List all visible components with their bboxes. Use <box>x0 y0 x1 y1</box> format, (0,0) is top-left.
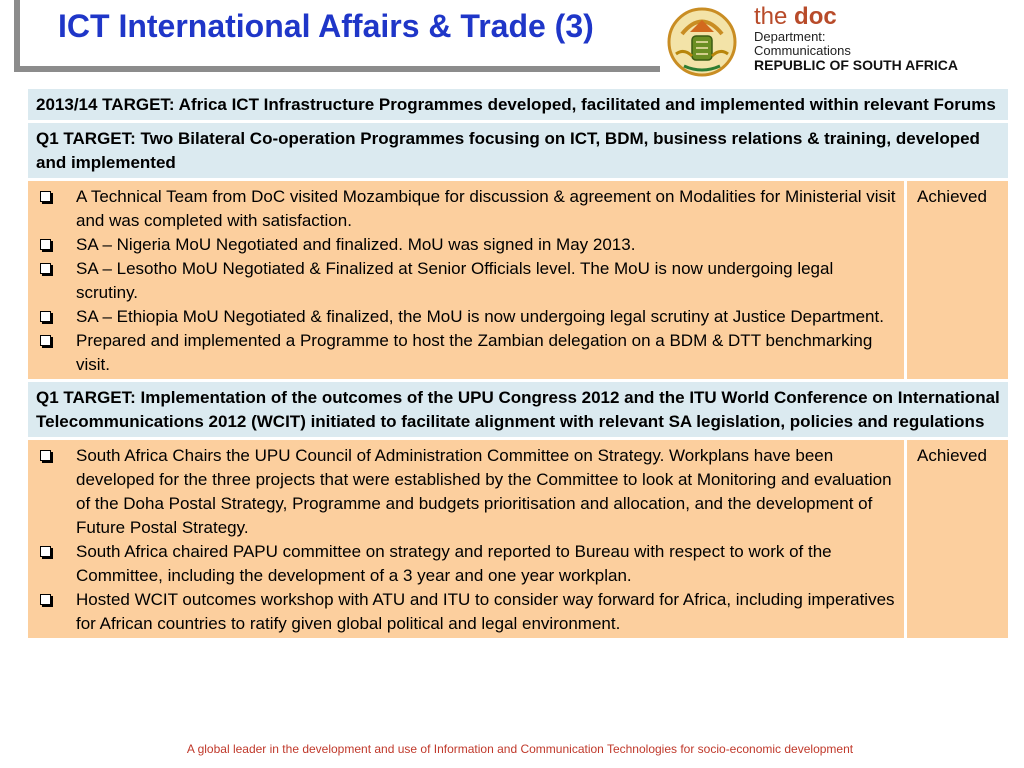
list-item <box>34 588 898 636</box>
q1-target-a-cell: Q1 TARGET: Two Bilateral Co-operation Programmes focusing on ICT, BDM, business relations & training, developed and implemented <box>27 122 1010 180</box>
q1-target-b-row <box>27 381 1010 439</box>
list-item <box>34 444 898 540</box>
status-b-cell: Achieved <box>906 439 1010 640</box>
status-a-cell: Achieved <box>906 180 1010 381</box>
brand-country: REPUBLIC OF SOUTH AFRICA <box>754 57 959 73</box>
list-item <box>34 305 898 329</box>
brand-the: the <box>754 3 788 30</box>
department-branding <box>754 4 958 72</box>
list-item-text: SA – Nigeria MoU Negotiated and finalized. MoU was signed in May 2013. <box>76 235 636 254</box>
list-item <box>34 329 898 377</box>
checkbox-bullet-icon <box>40 594 51 605</box>
annual-target-cell: 2013/14 TARGET: Africa ICT Infrastructure Programmes developed, facilitated and implemented within relevant Forums <box>27 88 1010 122</box>
checkbox-bullet-icon <box>40 450 51 461</box>
brand-communications: Communications <box>754 43 851 58</box>
checkbox-bullet-icon <box>40 239 51 250</box>
list-item-text: South Africa chaired PAPU committee on strategy and reported to Bureau with respect to work of the Committee, including the development of a 3 year and one year workplan. <box>76 542 832 585</box>
activities-b-cell <box>27 439 906 640</box>
footer-tagline: A global leader in the development and use of Information and Communication Technologies for socio-economic development <box>186 742 854 756</box>
activities-a-row <box>27 180 1010 381</box>
list-item <box>34 185 898 233</box>
list-item-text: Prepared and implemented a Programme to host the Zambian delegation on a BDM & DTT benchmarking visit. <box>76 331 873 374</box>
checkbox-bullet-icon <box>40 263 51 274</box>
targets-table <box>25 86 1011 641</box>
coat-of-arms-logo <box>662 4 742 80</box>
brand-doc: doc <box>794 3 837 30</box>
title-bar <box>14 0 660 72</box>
list-item-text: SA – Lesotho MoU Negotiated & Finalized at Senior Officials level. The MoU is now undergoing legal scrutiny. <box>76 259 834 302</box>
q1-target-b-cell: Q1 TARGET: Implementation of the outcomes of the UPU Congress 2012 and the ITU World Conference on International Telecommunications 2012 (WCIT) initiated to facilitate alignment with relevant SA legislation, policies and regulations <box>27 381 1010 439</box>
activities-b-row <box>27 439 1010 640</box>
list-item-text: Hosted WCIT outcomes workshop with ATU and ITU to consider way forward for Africa, including imperatives for African countries to ratify given global political and legal environment. <box>76 590 895 633</box>
activities-a-cell <box>27 180 906 381</box>
list-item <box>34 257 898 305</box>
checkbox-bullet-icon <box>40 546 51 557</box>
checkbox-bullet-icon <box>40 335 51 346</box>
activities-b-list <box>34 444 898 636</box>
list-item <box>34 233 898 257</box>
brand-department: Department: <box>754 29 826 44</box>
annual-target-row <box>27 88 1010 122</box>
list-item-text: A Technical Team from DoC visited Mozambique for discussion & agreement on Modalities for Ministerial visit and was completed with satisfaction. <box>76 187 896 230</box>
q1-target-a-row <box>27 122 1010 180</box>
checkbox-bullet-icon <box>40 191 51 202</box>
activities-a-list <box>34 185 898 377</box>
page-title: ICT International Affairs & Trade (3) <box>58 8 594 44</box>
list-item-text: South Africa Chairs the UPU Council of Administration Committee on Strategy. Workplans have been developed for the three projects that were established by the Committee to look at Monitoring and evaluation of the Doha Postal Strategy, Programme and budgets prioritisation and allocation, and the development of Future Postal Strategy. <box>76 446 892 537</box>
the-doc-logo <box>754 4 958 30</box>
list-item <box>34 540 898 588</box>
list-item-text: SA – Ethiopia MoU Negotiated & finalized, the MoU is now undergoing legal scrutiny at Justice Department. <box>76 307 884 326</box>
checkbox-bullet-icon <box>40 311 51 322</box>
